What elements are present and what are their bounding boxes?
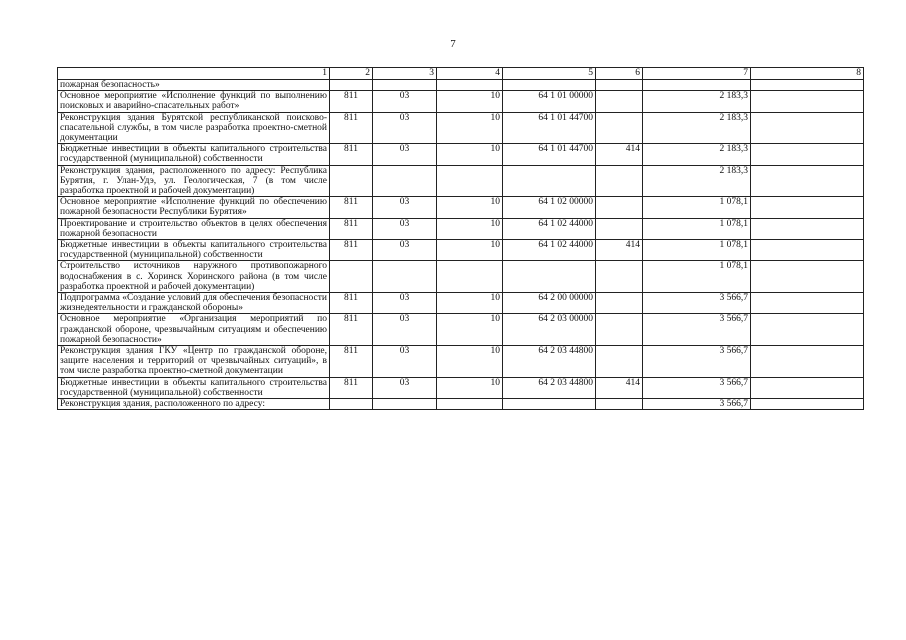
cell-name: Реконструкция здания Бурятской республиканской поисково-спасательной службы, в том числе разработка проектно-сметной документации	[58, 112, 330, 144]
cell-vr	[596, 346, 643, 378]
cell-vr	[596, 112, 643, 144]
cell-gr	[330, 165, 373, 197]
table-row	[58, 261, 864, 293]
cell-note	[751, 346, 864, 378]
cell-gr: 811	[330, 240, 373, 261]
cell-gr: 811	[330, 91, 373, 112]
cell-sum: 3 566,7	[643, 293, 751, 314]
cell-sum: 2 183,3	[643, 91, 751, 112]
cell-note	[751, 240, 864, 261]
cell-name: Основное мероприятие «Исполнение функций по обеспечению пожарной безопасности Республики Бурятия»	[58, 197, 330, 218]
cell-name: Реконструкция здания, расположенного по адресу: Республика Бурятия, г. Улан-Удэ, ул. Геологическая, 7 (в том числе разработка проектной и рабочей документации)	[58, 165, 330, 197]
cell-rz: 03	[373, 314, 437, 346]
cell-sum: 1 078,1	[643, 197, 751, 218]
cell-name: Подпрограмма «Создание условий для обеспечения безопасности жизнедеятельности и гражданской обороны»	[58, 293, 330, 314]
cell-name: Бюджетные инвестиции в объекты капитального строительства государственной (муниципальной) собственности	[58, 377, 330, 398]
cell-note	[751, 314, 864, 346]
cell-sum: 2 183,3	[643, 165, 751, 197]
cell-note	[751, 293, 864, 314]
cell-gr	[330, 80, 373, 91]
cell-vr: 414	[596, 144, 643, 165]
cell-pr: 10	[437, 91, 503, 112]
cell-note	[751, 218, 864, 239]
cell-gr	[330, 261, 373, 293]
table-row	[58, 240, 864, 261]
page-number: 7	[450, 38, 456, 50]
cell-name: пожарная безопасность»	[58, 80, 330, 91]
cell-rz: 03	[373, 293, 437, 314]
cell-csr: 64 1 01 00000	[503, 91, 596, 112]
cell-note	[751, 91, 864, 112]
column-number-1: 1	[58, 68, 330, 80]
cell-sum: 1 078,1	[643, 218, 751, 239]
cell-vr	[596, 197, 643, 218]
cell-pr: 10	[437, 377, 503, 398]
cell-pr	[437, 165, 503, 197]
cell-vr	[596, 91, 643, 112]
cell-pr: 10	[437, 346, 503, 378]
cell-vr	[596, 399, 643, 410]
cell-gr: 811	[330, 346, 373, 378]
cell-note	[751, 197, 864, 218]
cell-sum	[643, 80, 751, 91]
table-row	[58, 314, 864, 346]
cell-note	[751, 112, 864, 144]
cell-csr	[503, 165, 596, 197]
cell-pr: 10	[437, 144, 503, 165]
cell-csr: 64 2 03 00000	[503, 314, 596, 346]
cell-pr: 10	[437, 218, 503, 239]
cell-rz: 03	[373, 346, 437, 378]
cell-csr: 64 1 02 44000	[503, 240, 596, 261]
cell-sum: 3 566,7	[643, 377, 751, 398]
cell-vr	[596, 314, 643, 346]
table-row	[58, 165, 864, 197]
cell-sum: 1 078,1	[643, 261, 751, 293]
cell-rz	[373, 165, 437, 197]
cell-sum: 3 566,7	[643, 399, 751, 410]
table-row	[58, 197, 864, 218]
cell-gr: 811	[330, 218, 373, 239]
cell-vr: 414	[596, 240, 643, 261]
table-row	[58, 112, 864, 144]
cell-rz: 03	[373, 377, 437, 398]
column-number-6: 6	[596, 68, 643, 80]
cell-rz: 03	[373, 144, 437, 165]
cell-note	[751, 144, 864, 165]
cell-gr: 811	[330, 314, 373, 346]
cell-gr: 811	[330, 293, 373, 314]
cell-note	[751, 377, 864, 398]
cell-name: Бюджетные инвестиции в объекты капитального строительства государственной (муниципальной) собственности	[58, 144, 330, 165]
cell-gr	[330, 399, 373, 410]
table-row	[58, 399, 864, 410]
cell-name: Реконструкция здания ГКУ «Центр по гражданской обороне, защите населения и территорий от чрезвычайных ситуаций», в том числе разработка проектно-сметной документации	[58, 346, 330, 378]
table-row	[58, 293, 864, 314]
cell-csr: 64 1 01 44700	[503, 112, 596, 144]
cell-sum: 2 183,3	[643, 144, 751, 165]
cell-sum: 2 183,3	[643, 112, 751, 144]
cell-rz: 03	[373, 218, 437, 239]
cell-sum: 3 566,7	[643, 314, 751, 346]
cell-csr	[503, 399, 596, 410]
column-number-2: 2	[330, 68, 373, 80]
table-row	[58, 91, 864, 112]
header-row	[58, 68, 864, 80]
cell-rz	[373, 261, 437, 293]
table-row	[58, 80, 864, 91]
cell-rz: 03	[373, 91, 437, 112]
cell-pr: 10	[437, 240, 503, 261]
column-number-8: 8	[751, 68, 864, 80]
cell-note	[751, 165, 864, 197]
table-row	[58, 346, 864, 378]
cell-pr	[437, 80, 503, 91]
cell-rz: 03	[373, 240, 437, 261]
column-number-5: 5	[503, 68, 596, 80]
cell-rz	[373, 399, 437, 410]
column-number-4: 4	[437, 68, 503, 80]
cell-rz	[373, 80, 437, 91]
cell-gr: 811	[330, 144, 373, 165]
cell-csr: 64 1 01 44700	[503, 144, 596, 165]
cell-sum: 3 566,7	[643, 346, 751, 378]
table-row	[58, 144, 864, 165]
cell-pr: 10	[437, 293, 503, 314]
cell-vr	[596, 218, 643, 239]
cell-csr: 64 2 03 44800	[503, 346, 596, 378]
cell-name: Основное мероприятие «Организация мероприятий по гражданской обороне, чрезвычайным ситуациям и обеспечению пожарной безопасности»	[58, 314, 330, 346]
cell-vr	[596, 80, 643, 91]
cell-note	[751, 261, 864, 293]
cell-pr	[437, 399, 503, 410]
cell-csr	[503, 80, 596, 91]
cell-pr: 10	[437, 197, 503, 218]
cell-gr: 811	[330, 197, 373, 218]
cell-pr	[437, 261, 503, 293]
budget-table	[57, 67, 864, 410]
cell-csr: 64 1 02 00000	[503, 197, 596, 218]
column-number-7: 7	[643, 68, 751, 80]
cell-name: Бюджетные инвестиции в объекты капитального строительства государственной (муниципальной) собственности	[58, 240, 330, 261]
cell-csr	[503, 261, 596, 293]
column-number-3: 3	[373, 68, 437, 80]
cell-name: Проектирование и строительство объектов в целях обеспечения пожарной безопасности	[58, 218, 330, 239]
cell-vr: 414	[596, 377, 643, 398]
cell-note	[751, 80, 864, 91]
cell-csr: 64 2 03 44800	[503, 377, 596, 398]
cell-pr: 10	[437, 112, 503, 144]
table-row	[58, 377, 864, 398]
cell-vr	[596, 165, 643, 197]
table-row	[58, 218, 864, 239]
cell-csr: 64 1 02 44000	[503, 218, 596, 239]
cell-vr	[596, 293, 643, 314]
cell-note	[751, 399, 864, 410]
cell-rz: 03	[373, 112, 437, 144]
cell-gr: 811	[330, 112, 373, 144]
cell-pr: 10	[437, 314, 503, 346]
cell-sum: 1 078,1	[643, 240, 751, 261]
cell-vr	[596, 261, 643, 293]
cell-name: Строительство источников наружного противопожарного водоснабжения в с. Хоринск Хоринского района (в том числе разработка проектной и рабочей документации)	[58, 261, 330, 293]
cell-gr: 811	[330, 377, 373, 398]
cell-csr: 64 2 00 00000	[503, 293, 596, 314]
cell-name: Реконструкция здания, расположенного по адресу:	[58, 399, 330, 410]
cell-rz: 03	[373, 197, 437, 218]
cell-name: Основное мероприятие «Исполнение функций по выполнению поисковых и аварийно-спасательных работ»	[58, 91, 330, 112]
